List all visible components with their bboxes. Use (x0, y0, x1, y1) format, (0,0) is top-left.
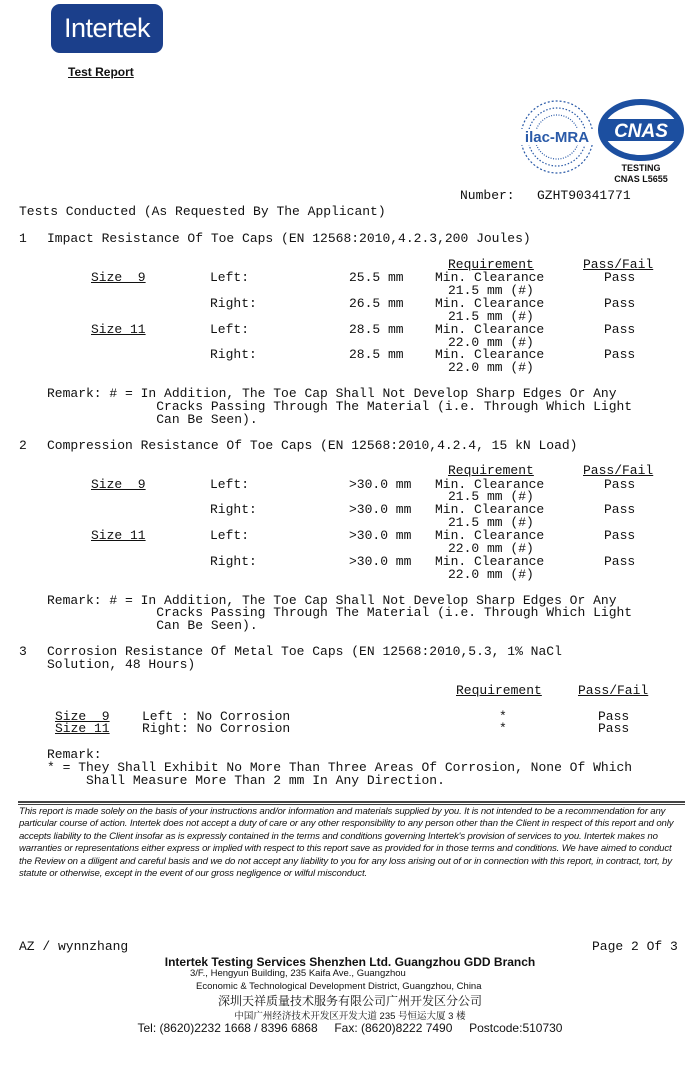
requirement-value: 22.0 mm (#) (448, 360, 534, 375)
measured-value: >30.0 mm (349, 528, 412, 543)
address-chinese: 中国广州经济技术开发区开发大道 235 号恒运大厦 3 楼 (234, 1011, 466, 1022)
remark-line: Shall Measure More Than 2 mm In Any Direction. (47, 773, 445, 788)
requirement-value: * (499, 721, 507, 736)
measured-value: 28.5 mm (349, 322, 404, 337)
cnas-logo (598, 99, 684, 161)
address-line: Economic & Technological Development District, Guangzhou, China (196, 981, 482, 992)
disclaimer-text: This report is made solely on the basis of your instructions and/or information and materials supplied by you. It is not intended to be a recommendation for any particular course of action. Intertek does not accept a duty of care or any other responsibility to any person other than the Client in respect of this report and only accepts liability to the Client insofar as is expressly contained in the terms and conditions governing Intertek's provision of services to you. Intertek makes no warranties or representations either express or implied with respect to this report save as provided for in those terms and conditions. We have aimed to conduct the Review on a diligent and careful basis and we do not accept any liability to you for any loss arising out of or in connection with this report, in contract, tort, by statute or otherwise, except in the event of our gross negligence or wilful misconduct. (19, 806, 674, 880)
requirement-text: Min. Clearance (435, 477, 545, 492)
author-id: AZ / wynnzhang (19, 939, 129, 954)
requirement-value: 21.5 mm (#) (448, 309, 534, 324)
company-name-chinese: 深圳天祥质量技术服务有限公司广州开发区分公司 (217, 994, 482, 1008)
section-number: 3 (19, 644, 27, 659)
requirement-text: Min. Clearance (435, 528, 545, 543)
pass-fail-header: Pass/Fail (578, 683, 649, 698)
requirement-value: 22.0 mm (#) (448, 567, 534, 582)
requirement-header: Requirement (448, 463, 534, 478)
result-pass: Pass (604, 322, 636, 337)
remark-line: Remark: (47, 747, 102, 762)
result-pass: Pass (604, 296, 636, 311)
requirement-value: 21.5 mm (#) (448, 489, 534, 504)
result-pass: Pass (604, 270, 636, 285)
remark-line: Remark: # = In Addition, The Toe Cap Shall Not Develop Sharp Edges Or Any (47, 593, 617, 608)
page-number: Page 2 Of 3 (592, 939, 678, 954)
size-label: Size 9 (91, 270, 146, 285)
intertek-logo: Intertek (51, 4, 163, 53)
address-line: 3/F., Hengyun Building, 235 Kaifa Ave., Guangzhou (190, 968, 406, 979)
remark-line: Can Be Seen). (47, 412, 258, 427)
requirement-header: Requirement (448, 257, 534, 272)
section-title: Solution, 48 Hours) (47, 657, 196, 672)
requirement-value: 21.5 mm (#) (448, 283, 534, 298)
result-pass: Pass (598, 709, 630, 724)
requirement-text: Min. Clearance (435, 347, 545, 362)
requirement-text: Min. Clearance (435, 322, 545, 337)
requirement-text: Min. Clearance (435, 554, 545, 569)
corrosion-result-text: Left : No Corrosion (142, 709, 291, 724)
requirement-text: Min. Clearance (435, 296, 545, 311)
section-title: Corrosion Resistance Of Metal Toe Caps (EN 12568:2010,5.3, 1% NaCl (47, 644, 562, 659)
remark-line: Cracks Passing Through The Material (i.e. Through Which Light (47, 605, 633, 620)
measured-value: 28.5 mm (349, 347, 404, 362)
side-label: Right: (210, 502, 257, 517)
side-label: Left: (210, 477, 250, 492)
size-label: Size 9 (91, 477, 146, 492)
result-pass: Pass (604, 477, 636, 492)
requirement-value: 21.5 mm (#) (448, 515, 534, 530)
pass-fail-header: Pass/Fail (583, 257, 654, 272)
svg-text:CNAS: CNAS (614, 121, 668, 142)
remark-line: * = They Shall Exhibit No More Than Three Areas Of Corrosion, None Of Which (47, 760, 633, 775)
side-label: Left: (210, 270, 250, 285)
section-title: Impact Resistance Of Toe Caps (EN 12568:2010,4.2.3,200 Joules) (47, 231, 531, 246)
remark-line: Cracks Passing Through The Material (i.e. Through Which Light (47, 399, 633, 414)
report-number-label: Number: (460, 188, 515, 203)
company-name: Intertek Testing Services Shenzhen Ltd. Guangzhou GDD Branch (164, 955, 536, 969)
requirement-value: 22.0 mm (#) (448, 335, 534, 350)
section-number: 1 (19, 231, 27, 246)
corrosion-result-text: Right: No Corrosion (142, 721, 291, 736)
size-label: Size 9 (55, 709, 110, 724)
measured-value: >30.0 mm (349, 477, 412, 492)
result-pass: Pass (604, 502, 636, 517)
measured-value: >30.0 mm (349, 554, 412, 569)
measured-value: 26.5 mm (349, 296, 404, 311)
report-label: Test Report (68, 65, 134, 79)
requirement-value: * (499, 709, 507, 724)
remark-line: Remark: # = In Addition, The Toe Cap Shall Not Develop Sharp Edges Or Any (47, 386, 617, 401)
section-title: Compression Resistance Of Toe Caps (EN 12568:2010,4.2.4, 15 kN Load) (47, 438, 578, 453)
size-label: Size 11 (91, 528, 146, 543)
divider (18, 801, 685, 803)
side-label: Right: (210, 554, 257, 569)
result-pass: Pass (598, 721, 630, 736)
measured-value: >30.0 mm (349, 502, 412, 517)
result-pass: Pass (604, 347, 636, 362)
side-label: Right: (210, 347, 257, 362)
section-number: 2 (19, 438, 27, 453)
size-label: Size 11 (91, 322, 146, 337)
requirement-text: Min. Clearance (435, 502, 545, 517)
side-label: Left: (210, 322, 250, 337)
report-number: GZHT90341771 (537, 188, 631, 203)
measured-value: 25.5 mm (349, 270, 404, 285)
requirement-text: Min. Clearance (435, 270, 545, 285)
side-label: Left: (210, 528, 250, 543)
side-label: Right: (210, 296, 257, 311)
ilac-mra-logo (517, 97, 597, 183)
result-pass: Pass (604, 528, 636, 543)
intro-text: Tests Conducted (As Requested By The Applicant) (19, 204, 386, 219)
contact-line: Tel: (8620)2232 1668 / 8396 6868 Fax: (8620)8222 7490 Postcode:510730 (137, 1021, 563, 1035)
size-label: Size 11 (55, 721, 110, 736)
cnas-code: CNAS L5655 (614, 174, 668, 184)
divider (18, 804, 685, 805)
remark-line: Can Be Seen). (47, 618, 258, 633)
cnas-testing-label: TESTING (621, 163, 661, 173)
requirement-header: Requirement (456, 683, 542, 698)
requirement-value: 22.0 mm (#) (448, 541, 534, 556)
pass-fail-header: Pass/Fail (583, 463, 654, 478)
result-pass: Pass (604, 554, 636, 569)
svg-text:ilac-MRA: ilac-MRA (524, 129, 590, 146)
